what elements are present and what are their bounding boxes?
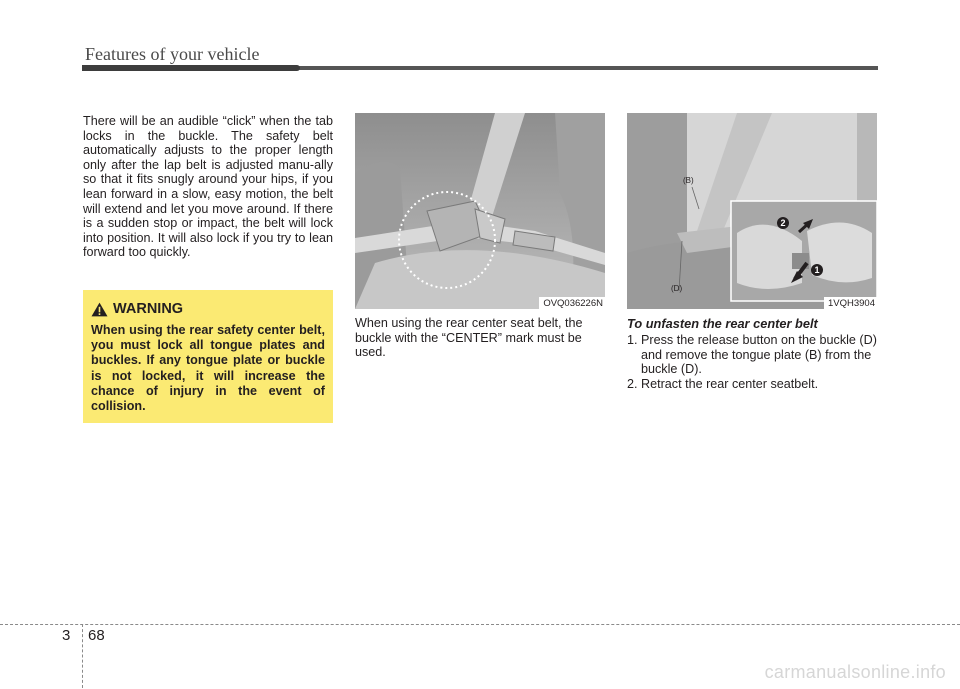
warning-box	[83, 290, 333, 423]
page-header-title: Features of your vehicle	[85, 44, 260, 64]
footer-vertical-rule	[82, 624, 83, 688]
unfasten-illustration	[627, 113, 877, 309]
figure-caption: 1VQH3904	[824, 297, 877, 309]
figure-center-buckle	[355, 113, 605, 309]
watermark: carmanualsonline.info	[764, 662, 946, 682]
figure-unfasten	[627, 113, 877, 309]
label-d: (D)	[671, 284, 683, 293]
center-paragraph: When using the rear center seat belt, the buckle with the “CENTER” mark must be used.	[355, 316, 583, 360]
figure-caption: OVQ036226N	[539, 297, 605, 309]
page-number: 68	[88, 627, 105, 644]
label-b: (B)	[683, 176, 694, 185]
intro-paragraph: There will be an audible “click” when the tab locks in the buckle. The safety belt automatically adjusts to the proper length only after the lap belt is adjusted manu-ally so that it fits snugly around your hips, if you lean forward in a slow, easy motion, the belt will extend and let you move around. If there is a sudden stop or impact, the belt will lock into position. It will also lock if you try to lean forward too quickly.	[83, 114, 333, 260]
header-rule-accent	[82, 65, 300, 71]
unfasten-heading: To unfasten the rear center belt	[627, 316, 818, 331]
footer-rule	[0, 624, 960, 625]
unfasten-step-1: 1. Press the release button on the buckle (D) and remove the tongue plate (B) from the buckle (D).	[627, 333, 877, 377]
center-buckle-illustration	[355, 113, 605, 309]
warning-text: When using the rear safety center belt, you must lock all tongue plates and buckles. If any tongue plate or buckle is not locked, it will increase the chance of injury in the event of collision.	[91, 323, 325, 414]
warning-title: WARNING	[113, 301, 184, 317]
unfasten-step-2: 2. Retract the rear center seatbelt.	[627, 377, 819, 391]
step-2-marker: 2	[777, 217, 789, 229]
warning-triangle-icon	[91, 302, 108, 317]
step-1-marker: 1	[811, 264, 823, 276]
chapter-number: 3	[62, 627, 71, 644]
warning-header	[91, 301, 183, 317]
